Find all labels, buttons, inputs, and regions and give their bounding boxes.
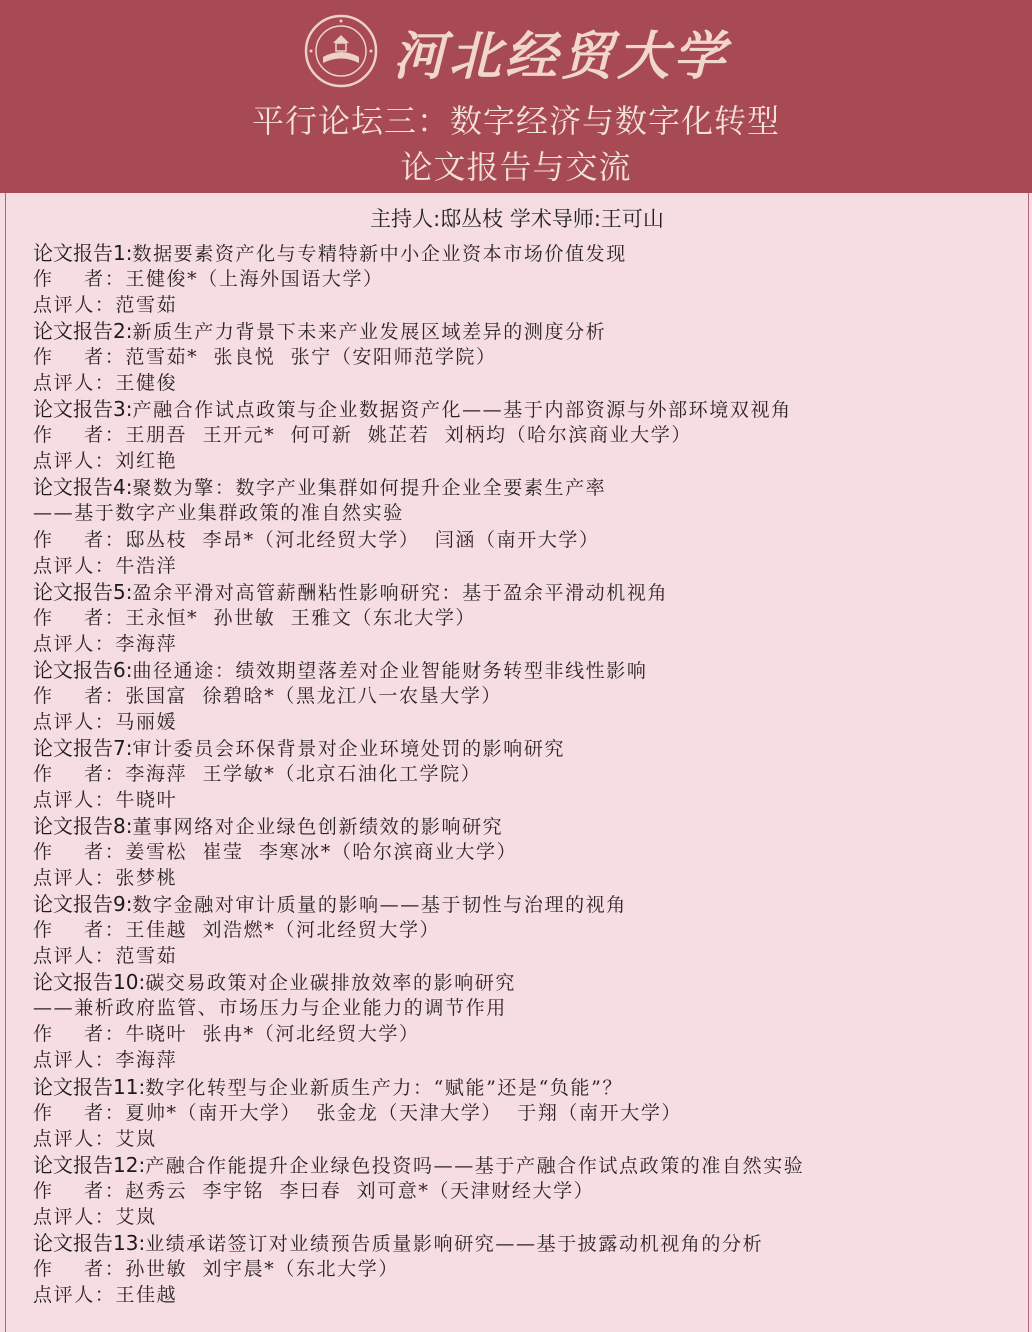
report-title-line	[33, 240, 1013, 266]
host-line: 主持人:邸丛枝 学术导师:王可山	[370, 207, 664, 231]
report-authors: 作 者：赵秀云 李宇铭 李曰春 刘可意*（天津财经大学）	[33, 1179, 595, 1202]
report-title: 数字金融对审计质量的影响——基于韧性与治理的视角	[132, 894, 627, 917]
report-reviewer: 点评人：刘红艳	[33, 450, 178, 473]
report-authors: 作 者：李海萍 王学敏*（北京石油化工学院）	[33, 762, 482, 785]
header-banner	[0, 0, 1032, 193]
report-title: 数字化转型与企业新质生产力：“赋能”还是“负能”？	[145, 1076, 624, 1099]
report-reviewer: 点评人：李海萍	[33, 1049, 178, 1072]
report-title: 盈余平滑对高管薪酬粘性影响研究：基于盈余平滑动机视角	[132, 581, 669, 604]
report-reviewer: 点评人：王佳越	[33, 1283, 178, 1306]
report-label: 论文报告3:	[33, 397, 133, 422]
forum-title: 平行论坛三：数字经济与数字化转型	[251, 102, 780, 140]
report-reviewer: 点评人：牛浩洋	[33, 554, 178, 577]
report-authors: 作 者：邸丛枝 李昂*（河北经贸大学） 闫涵（南开大学）	[33, 528, 600, 551]
report-reviewer: 点评人：王健俊	[33, 372, 178, 395]
report-authors: 作 者：张国富 徐碧晗*（黑龙江八一农垦大学）	[33, 684, 502, 707]
report-authors: 作 者：王健俊*（上海外国语大学）	[33, 268, 384, 291]
report-label: 论文报告2:	[33, 319, 133, 344]
report-authors: 作 者：牛晓叶 张冉*（河北经贸大学）	[33, 1023, 420, 1046]
report-label: 论文报告5:	[33, 579, 133, 604]
report-label: 论文报告12:	[33, 1152, 146, 1177]
report-title: 数据要素资产化与专精特新中小企业资本市场价值发现	[132, 243, 627, 265]
report-list	[33, 240, 1013, 1308]
report-reviewer: 点评人：张梦桃	[33, 867, 178, 890]
report-reviewer: 点评人：李海萍	[33, 632, 178, 655]
report-title-line	[33, 396, 1013, 422]
report-reviewer: 点评人：范雪茹	[33, 945, 178, 968]
report-authors: 作 者：姜雪松 崔莹 李寒冰*（哈尔滨商业大学）	[33, 841, 518, 864]
university-name: 河北经贸大学	[392, 25, 729, 87]
report-label: 论文报告1:	[33, 241, 133, 265]
report-title-line	[33, 735, 1013, 761]
logo-row	[0, 12, 1032, 90]
report-title-line	[33, 318, 1013, 344]
report-title-line	[33, 1074, 1013, 1100]
report-label: 论文报告11:	[33, 1074, 146, 1099]
forum-subtitle: 论文报告与交流	[400, 148, 632, 186]
report-label: 论文报告6:	[33, 657, 133, 682]
report-authors: 作 者：夏帅*（南开大学） 张金龙（天津大学） 于翔（南开大学）	[33, 1101, 683, 1124]
report-title: 聚数为擎：数字产业集群如何提升企业全要素生产率	[132, 477, 607, 500]
report-label: 论文报告10:	[33, 970, 146, 995]
report-label: 论文报告7:	[33, 735, 133, 760]
content-panel	[5, 193, 1029, 1332]
report-title: 审计委员会环保背景对企业环境处罚的影响研究	[132, 737, 566, 760]
report-authors: 作 者：王佳越 刘浩燃*（河北经贸大学）	[33, 919, 441, 942]
report-authors: 作 者：范雪茹* 张良悦 张宁（安阳师范学院）	[33, 346, 497, 369]
report-title-line	[33, 474, 1013, 500]
report-reviewer: 点评人：艾岚	[33, 1127, 157, 1150]
report-title-line	[33, 891, 1013, 917]
report-title-line	[33, 813, 1013, 839]
report-title: ——兼析政府监管、市场压力与企业能力的调节作用	[33, 997, 507, 1020]
report-title: 产融合作试点政策与企业数据资产化——基于内部资源与外部环境双视角	[132, 399, 792, 422]
report-title-continuation	[33, 500, 1013, 526]
report-authors: 作 者：王永恒* 孙世敏 王雅文（东北大学）	[33, 606, 477, 629]
report-title-continuation	[33, 995, 1013, 1021]
report-reviewer: 点评人：范雪茹	[33, 294, 178, 317]
report-title-line	[33, 579, 1013, 605]
report-reviewer: 点评人：马丽媛	[33, 710, 178, 733]
report-label: 论文报告4:	[33, 475, 133, 500]
report-title: 新质生产力背景下未来产业发展区域差异的测度分析	[132, 321, 607, 344]
report-title: 董事网络对企业绿色创新绩效的影响研究	[132, 816, 504, 839]
report-title: 碳交易政策对企业碳排放效率的影响研究	[145, 972, 516, 995]
report-title-line	[33, 969, 1013, 995]
report-authors: 作 者：孙世敏 刘宇晨*（东北大学）	[33, 1257, 399, 1280]
report-title: 产融合作能提升企业绿色投资吗——基于产融合作试点政策的准自然实验	[145, 1154, 805, 1177]
report-label: 论文报告13:	[33, 1230, 146, 1255]
report-reviewer: 点评人：艾岚	[33, 1205, 157, 1228]
report-label: 论文报告8:	[33, 814, 133, 839]
university-seal-icon	[303, 13, 379, 89]
report-title: 曲径通途：绩效期望落差对企业智能财务转型非线性影响	[132, 659, 648, 682]
report-title-line	[33, 1230, 1013, 1256]
report-title: ——基于数字产业集群政策的准自然实验	[33, 502, 404, 525]
report-authors: 作 者：王朋吾 王开元* 何可新 姚芷若 刘柄均（哈尔滨商业大学）	[33, 424, 692, 447]
report-title-line	[33, 657, 1013, 683]
report-label: 论文报告9:	[33, 892, 133, 917]
report-title: 业绩承诺签订对业绩预告质量影响研究——基于披露动机视角的分析	[145, 1232, 764, 1255]
report-reviewer: 点评人：牛晓叶	[33, 788, 178, 811]
report-title-line	[33, 1152, 1013, 1178]
